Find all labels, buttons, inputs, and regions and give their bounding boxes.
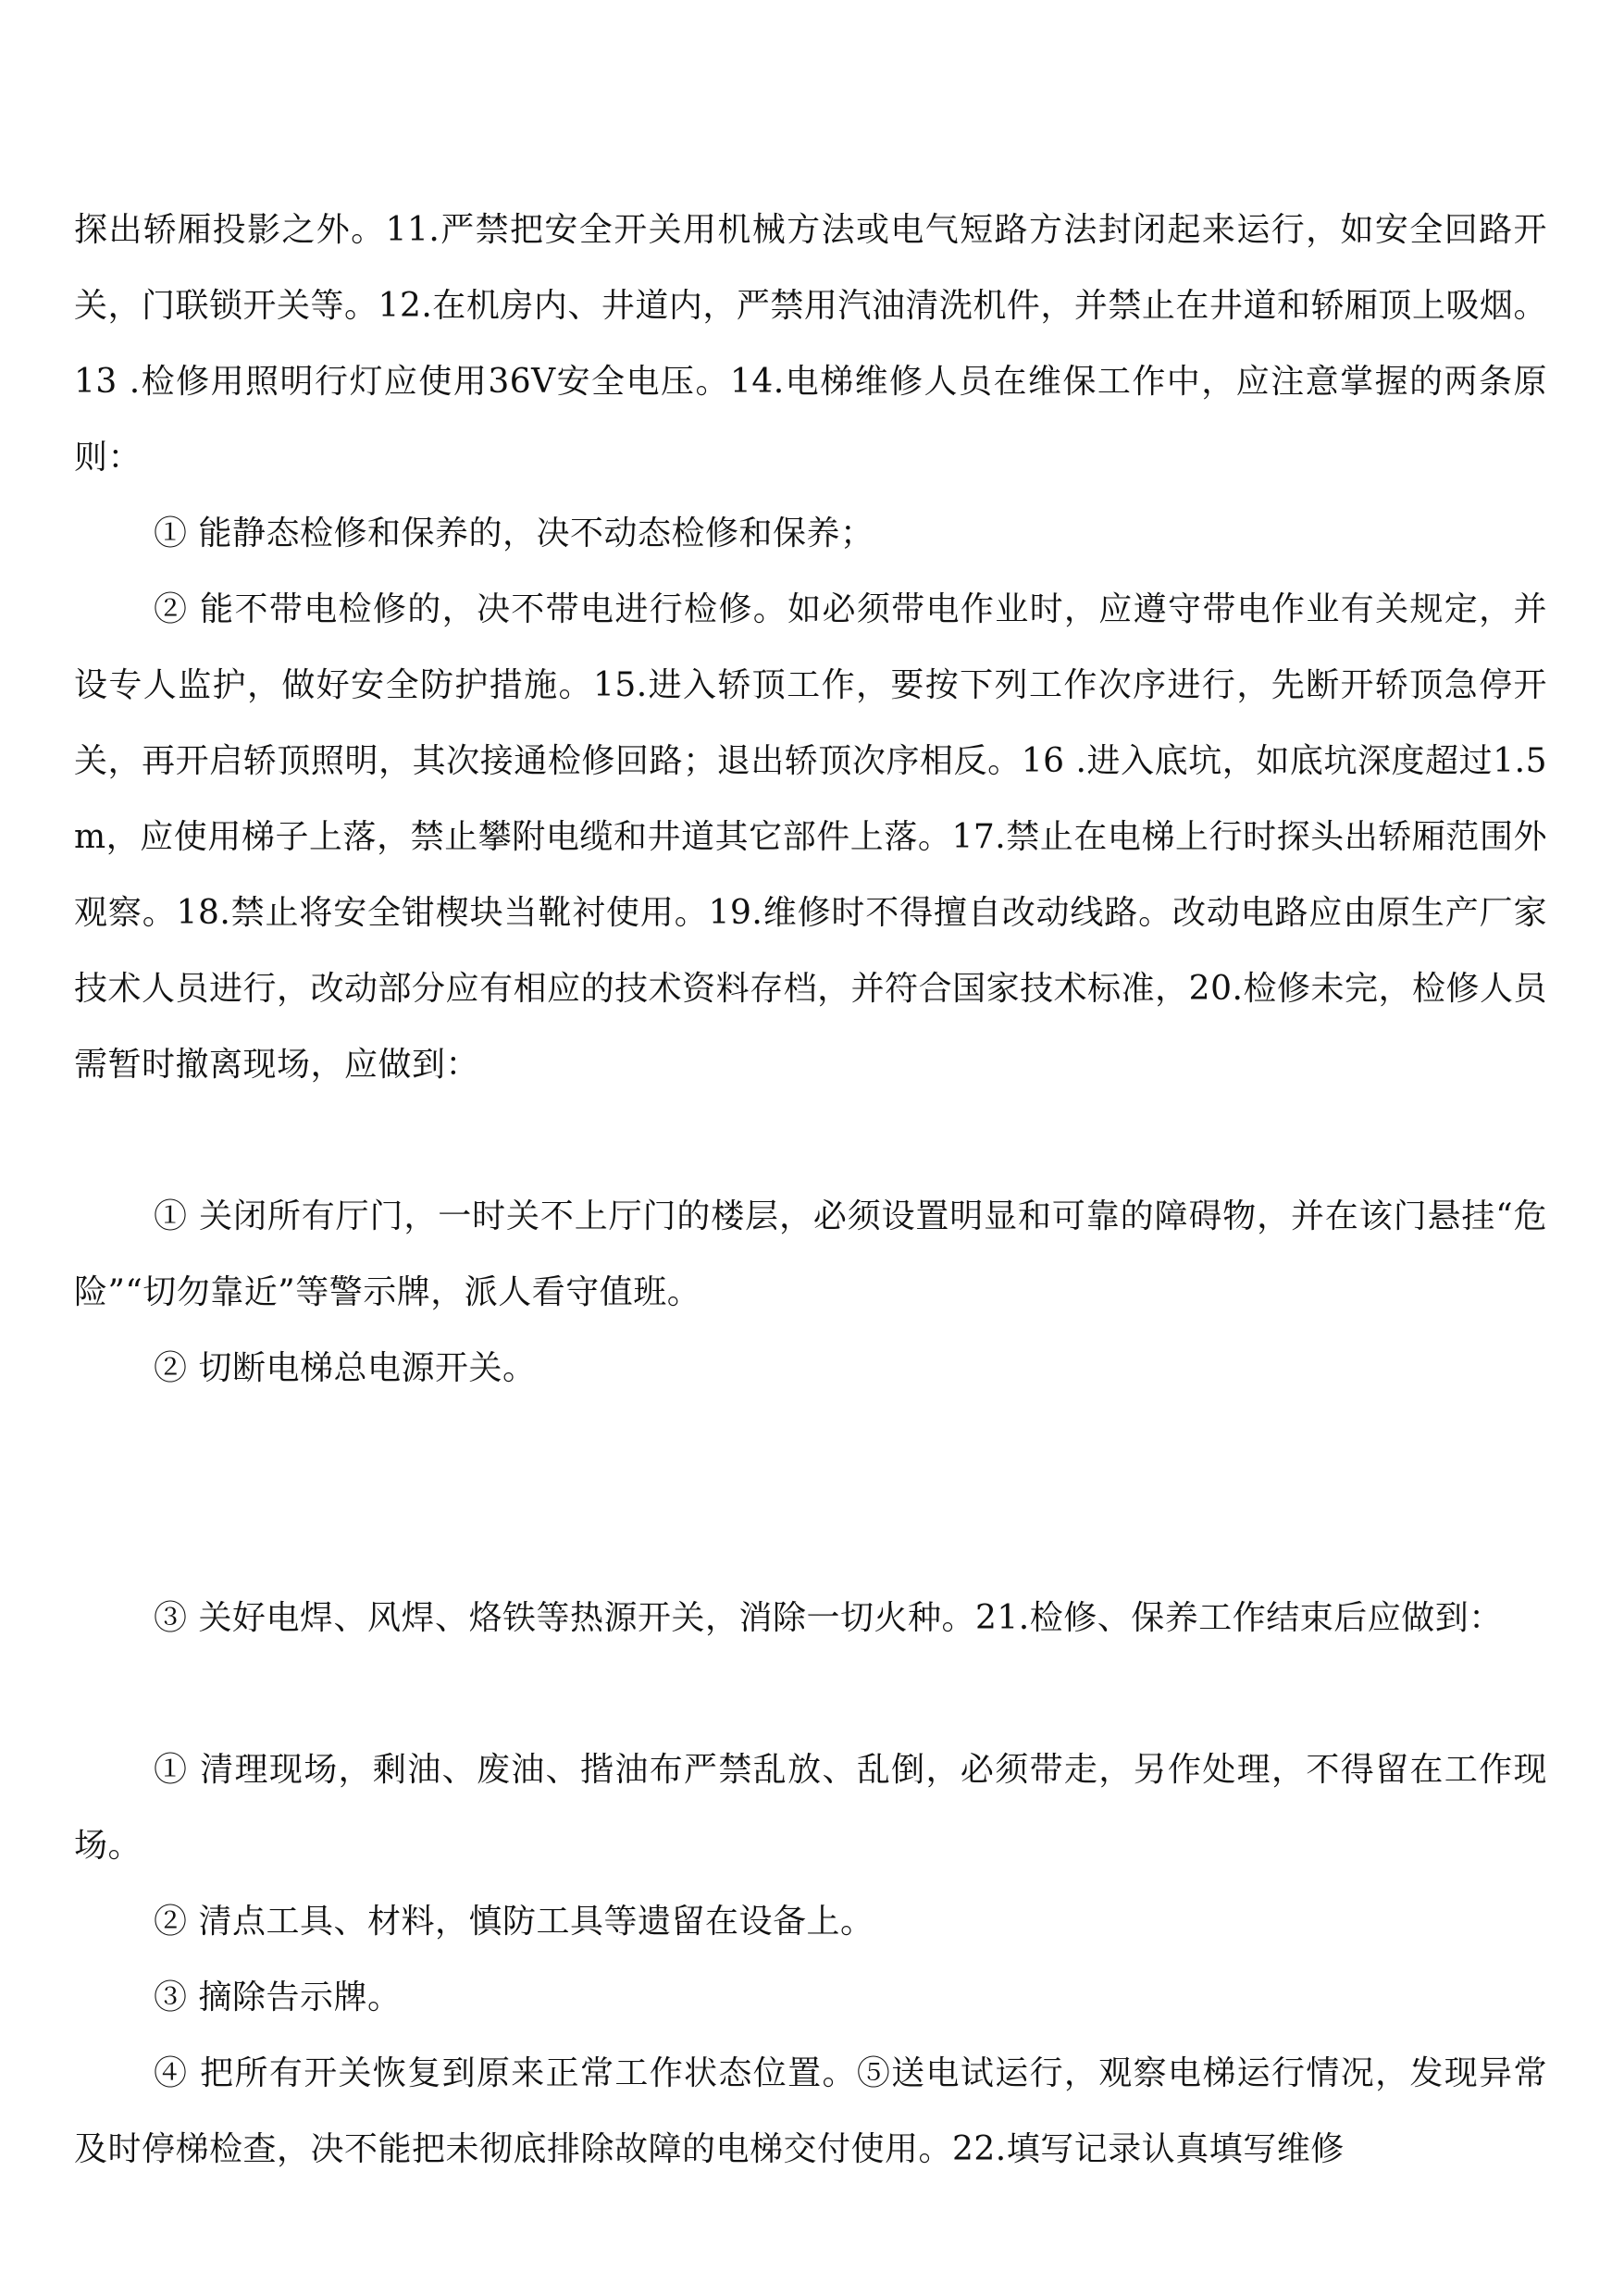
paragraph-leave-site-item-3-rule-21: ③ 关好电焊、风焊、烙铁等热源开关，消除一切火种。21.检修、保养工作结束后应做到：: [154, 1599, 1503, 1637]
paragraph-principle-2-rules-15-20: ② 能不带电检修的，决不带电进行检修。如必须带电作业时，应遵守带电作业有关规定，并设专人监护，做好安全防护措施。15.进入轿顶工作，要按下列工作次序进行，先断开轿顶急停开关，再开启轿顶照明，其次接通检修回路；退出轿顶次序相反。16 .进入底坑，如底坑深度超过1.5m，应使用梯子上落，禁止攀附电缆和井道其它部件上落。17.禁止在电梯上行时探头出轿厢范围外观察。18.禁止将安全钳楔块当靴衬使用。19.维修时不得擅自改动线路。改动电路应由原生产厂家技术人员进行，改动部分应有相应的技术资料存档，并符合国家技术标准，20.检修未完，检修人员需暂时撤离现场，应做到：: [74, 590, 1547, 1084]
paragraph-safety-rules-11-14: 探出轿厢投影之外。11.严禁把安全开关用机械方法或电气短路方法封闭起来运行，如安全回路开关，门联锁开关等。12.在机房内、井道内，严禁用汽油清洗机件，并禁止在井道和轿厢顶上吸烟。13 .检修用照明行灯应使用36V安全电压。14.电梯维修人员在维保工作中，应注意掌握的两条原则：: [74, 211, 1547, 477]
paragraph-leave-site-item-2: ② 切断电梯总电源开关。: [154, 1349, 537, 1387]
paragraph-after-work-item-3: ③ 摘除告示牌。: [154, 1979, 402, 2016]
paragraph-after-work-item-2: ② 清点工具、材料，慎防工具等遗留在设备上。: [154, 1903, 874, 1941]
paragraph-principle-1: ① 能静态检修和保养的，决不动态检修和保养；: [154, 515, 874, 552]
paragraph-after-work-item-1: ① 清理现场，剩油、废油、揩油布严禁乱放、乱倒，必须带走，另作处理，不得留在工作现场。: [74, 1751, 1547, 1865]
paragraph-leave-site-item-1: ① 关闭所有厅门，一时关不上厅门的楼层，必须设置明显和可靠的障碍物，并在该门悬挂“危险”“切勿靠近”等警示牌，派人看守值班。: [74, 1197, 1547, 1311]
paragraph-after-work-item-4-rule-22: ④ 把所有开关恢复到原来正常工作状态位置。⑤送电试运行，观察电梯运行情况，发现异常及时停梯检查，决不能把未彻底排除故障的电梯交付使用。22.填写记录认真填写维修: [74, 2054, 1547, 2168]
